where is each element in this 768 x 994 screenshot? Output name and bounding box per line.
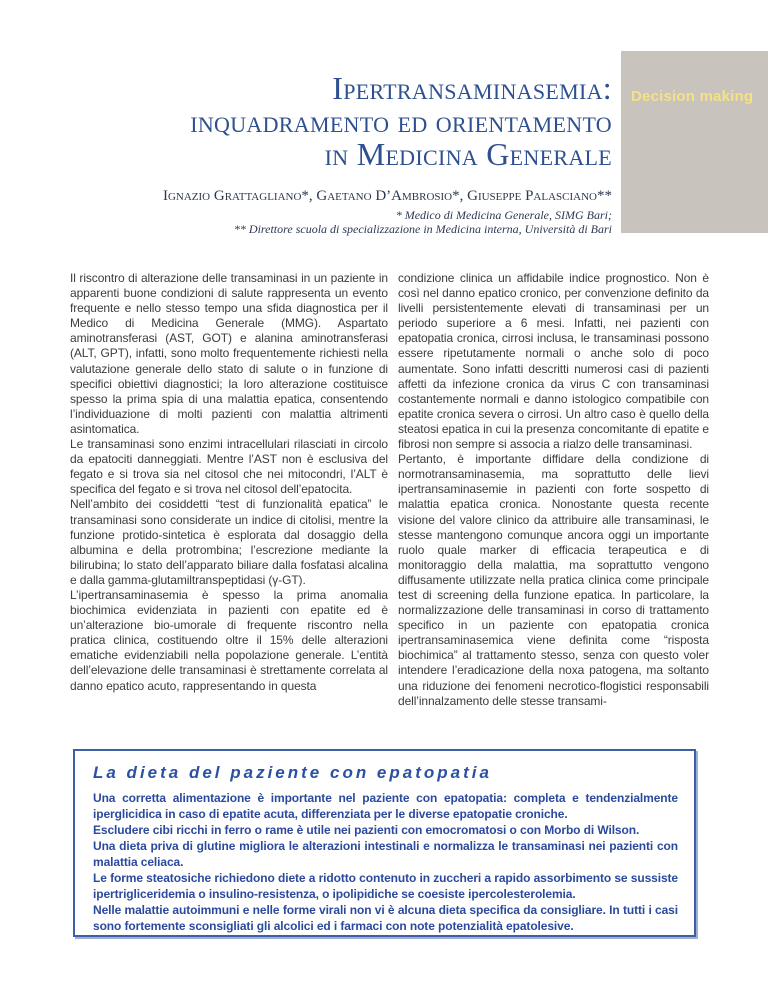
diet-item: Nelle malattie autoimmuni e nelle forme virali non vi è alcuna dieta specifica da consigliare. In tutti i casi sono fortemente sconsigliati gli alcolici ed i farmaci con note potenzialità epatolesive. bbox=[93, 903, 678, 933]
paragraph: Nell’ambito dei cosiddetti “test di funzionalità epatica” le transaminasi sono considerate un indice di citolisi, mentre la funzione protido-sintetica è esplorata dal dosaggio della albumina e della protrombina; l’escrezione mediante la bilirubina; lo stato dell’apparato biliare dalla fosfatasi alcalina e dalla gamma-glutamiltranspeptidasi (γ-GT). bbox=[70, 497, 388, 587]
affiliations bbox=[60, 209, 612, 236]
diet-box-title: La dieta del paziente con epatopatia bbox=[93, 763, 492, 782]
diet-box-items bbox=[93, 790, 678, 934]
paragraph: L’ipertransaminasemia è spesso la prima anomalia biochimica evidenziata in pazienti con epatite ed è un’alterazione bio-umorale di frequente riscontro nella pratica clinica, costituendo oltre il 15% delle alterazioni ematiche evidenziabili nella popolazione generale. L’entità dell’elevazione delle transaminasi è strettamente correlata al danno epatico acuto, rappresentando in questa bbox=[70, 587, 388, 693]
affiliation-line-2: ** Direttore scuola di specializzazione in Medicina interna, Università di Bari bbox=[233, 221, 612, 236]
diet-item: Le forme steatosiche richiedono diete a ridotto contenuto in zuccheri a rapido assorbimento se sussiste ipertrigliceridemia o insulino-resistenza, o ipolipidiche se coesiste ipercolesterolemia. bbox=[93, 871, 678, 901]
paragraph: condizione clinica un affidabile indice prognostico. Non è così nel danno epatico cronico, per convenzione definito da livelli persistentemente elevati di transaminasi per un periodo superiore a 6 mesi. Infatti, nei pazienti con epatopatia cronica, cirrosi inclusa, le transaminasi possono essere ripetutamente normali o anche solo di poco aumentate. Sono infatti descritti numerosi casi di pazienti affetti da infezione cronica da virus C con transaminasi costantemente normali e danno istologico compatibile con epatite cronica severa o cirrosi. Un altro caso è quello della steatosi epatica in cui la presenza concomitante di epatite e fibrosi non sempre si associa a rialzo delle transaminasi. bbox=[398, 271, 709, 452]
paragraph: Pertanto, è importante diffidare della condizione di normotransaminasemia, ma soprattutto delle lievi ipertransaminasemie in pazienti con forte sospetto di malattia epatica cronica. Nonostante questa recente visione del valore clinico da attribuire alle transaminasi, le stesse mantengono comunque ancora oggi un importante ruolo quale marker di efficacia terapeutica e di monitoraggio della malattia, ma soprattutto vengono diffusamente utilizzate nella pratica clinica come principale test di screening della funzione epatica. In particolare, la normalizzazione delle transaminasi in corso di trattamento specifico in un paziente con epatopatia cronica ipertransaminasemica viene definita come “risposta biochimica” al trattamento stesso, senza con questo voler intendere l’eradicazione della noxa patogena, ma soltanto una riduzione dei fenomeni necrotico-flogistici responsabili dell’innalzamento delle stesse transami- bbox=[398, 452, 709, 708]
paragraph: Le transaminasi sono enzimi intracellulari rilasciati in circolo da epatociti danneggiati. Mentre l’AST non è esclusiva del fegato e si trova sia nel citosol che nei mitocondri, l’ALT è specifica del fegato e si trova nel citosol dell’epatocita. bbox=[70, 437, 388, 497]
category-tag-box bbox=[621, 51, 768, 233]
article-title-line-2: inquadramento ed orientamento bbox=[190, 103, 612, 139]
authors-line: Ignazio Grattagliano*, Gaetano D’Ambrosio*, Giuseppe Palasciano** bbox=[162, 188, 612, 204]
diet-item: Una corretta alimentazione è importante nel paziente con epatopatia: completa e tendenzialmente iperglicidica in caso di epatite acuta, differenziata per le diverse epatopatie croniche. bbox=[93, 791, 678, 821]
paragraph: Il riscontro di alterazione delle transaminasi in un paziente in apparenti buone condizioni di salute rappresenta un evento frequente e nello stesso tempo una sfida diagnostica per il Medico di Medicina Generale (MMG). Aspartato aminotransferasi (AST, GOT) e alanina aminotransferasi (ALT, GPT), infatti, sono molto frequentemente richiesti nella valutazione generale dello stato di salute o in funzione di specifici obiettivi diagnostici; la loro alterazione costituisce spesso la prima spia di una malattia epatica, consentendo l’individuazione di molti pazienti con malattia altrimenti asintomatica. bbox=[70, 271, 388, 436]
affiliation-line-1: * Medico di Medicina Generale, SIMG Bari; bbox=[395, 208, 612, 222]
diet-callout-box bbox=[73, 749, 696, 937]
body-column-right bbox=[398, 271, 709, 709]
body-column-left bbox=[70, 271, 388, 694]
article-title bbox=[60, 72, 612, 171]
category-label: Decision making bbox=[631, 88, 754, 105]
diet-item: Una dieta priva di glutine migliora le alterazioni intestinali e normalizza le transaminasi nei pazienti con malattia celiaca. bbox=[93, 839, 678, 869]
article-title-line-3: in Medicina Generale bbox=[324, 136, 612, 172]
diet-item: Escludere cibi ricchi in ferro o rame è utile nei pazienti con emocromatosi o con Morbo di Wilson. bbox=[93, 823, 640, 837]
article-title-line-1: Ipertransaminasemia: bbox=[332, 70, 612, 106]
